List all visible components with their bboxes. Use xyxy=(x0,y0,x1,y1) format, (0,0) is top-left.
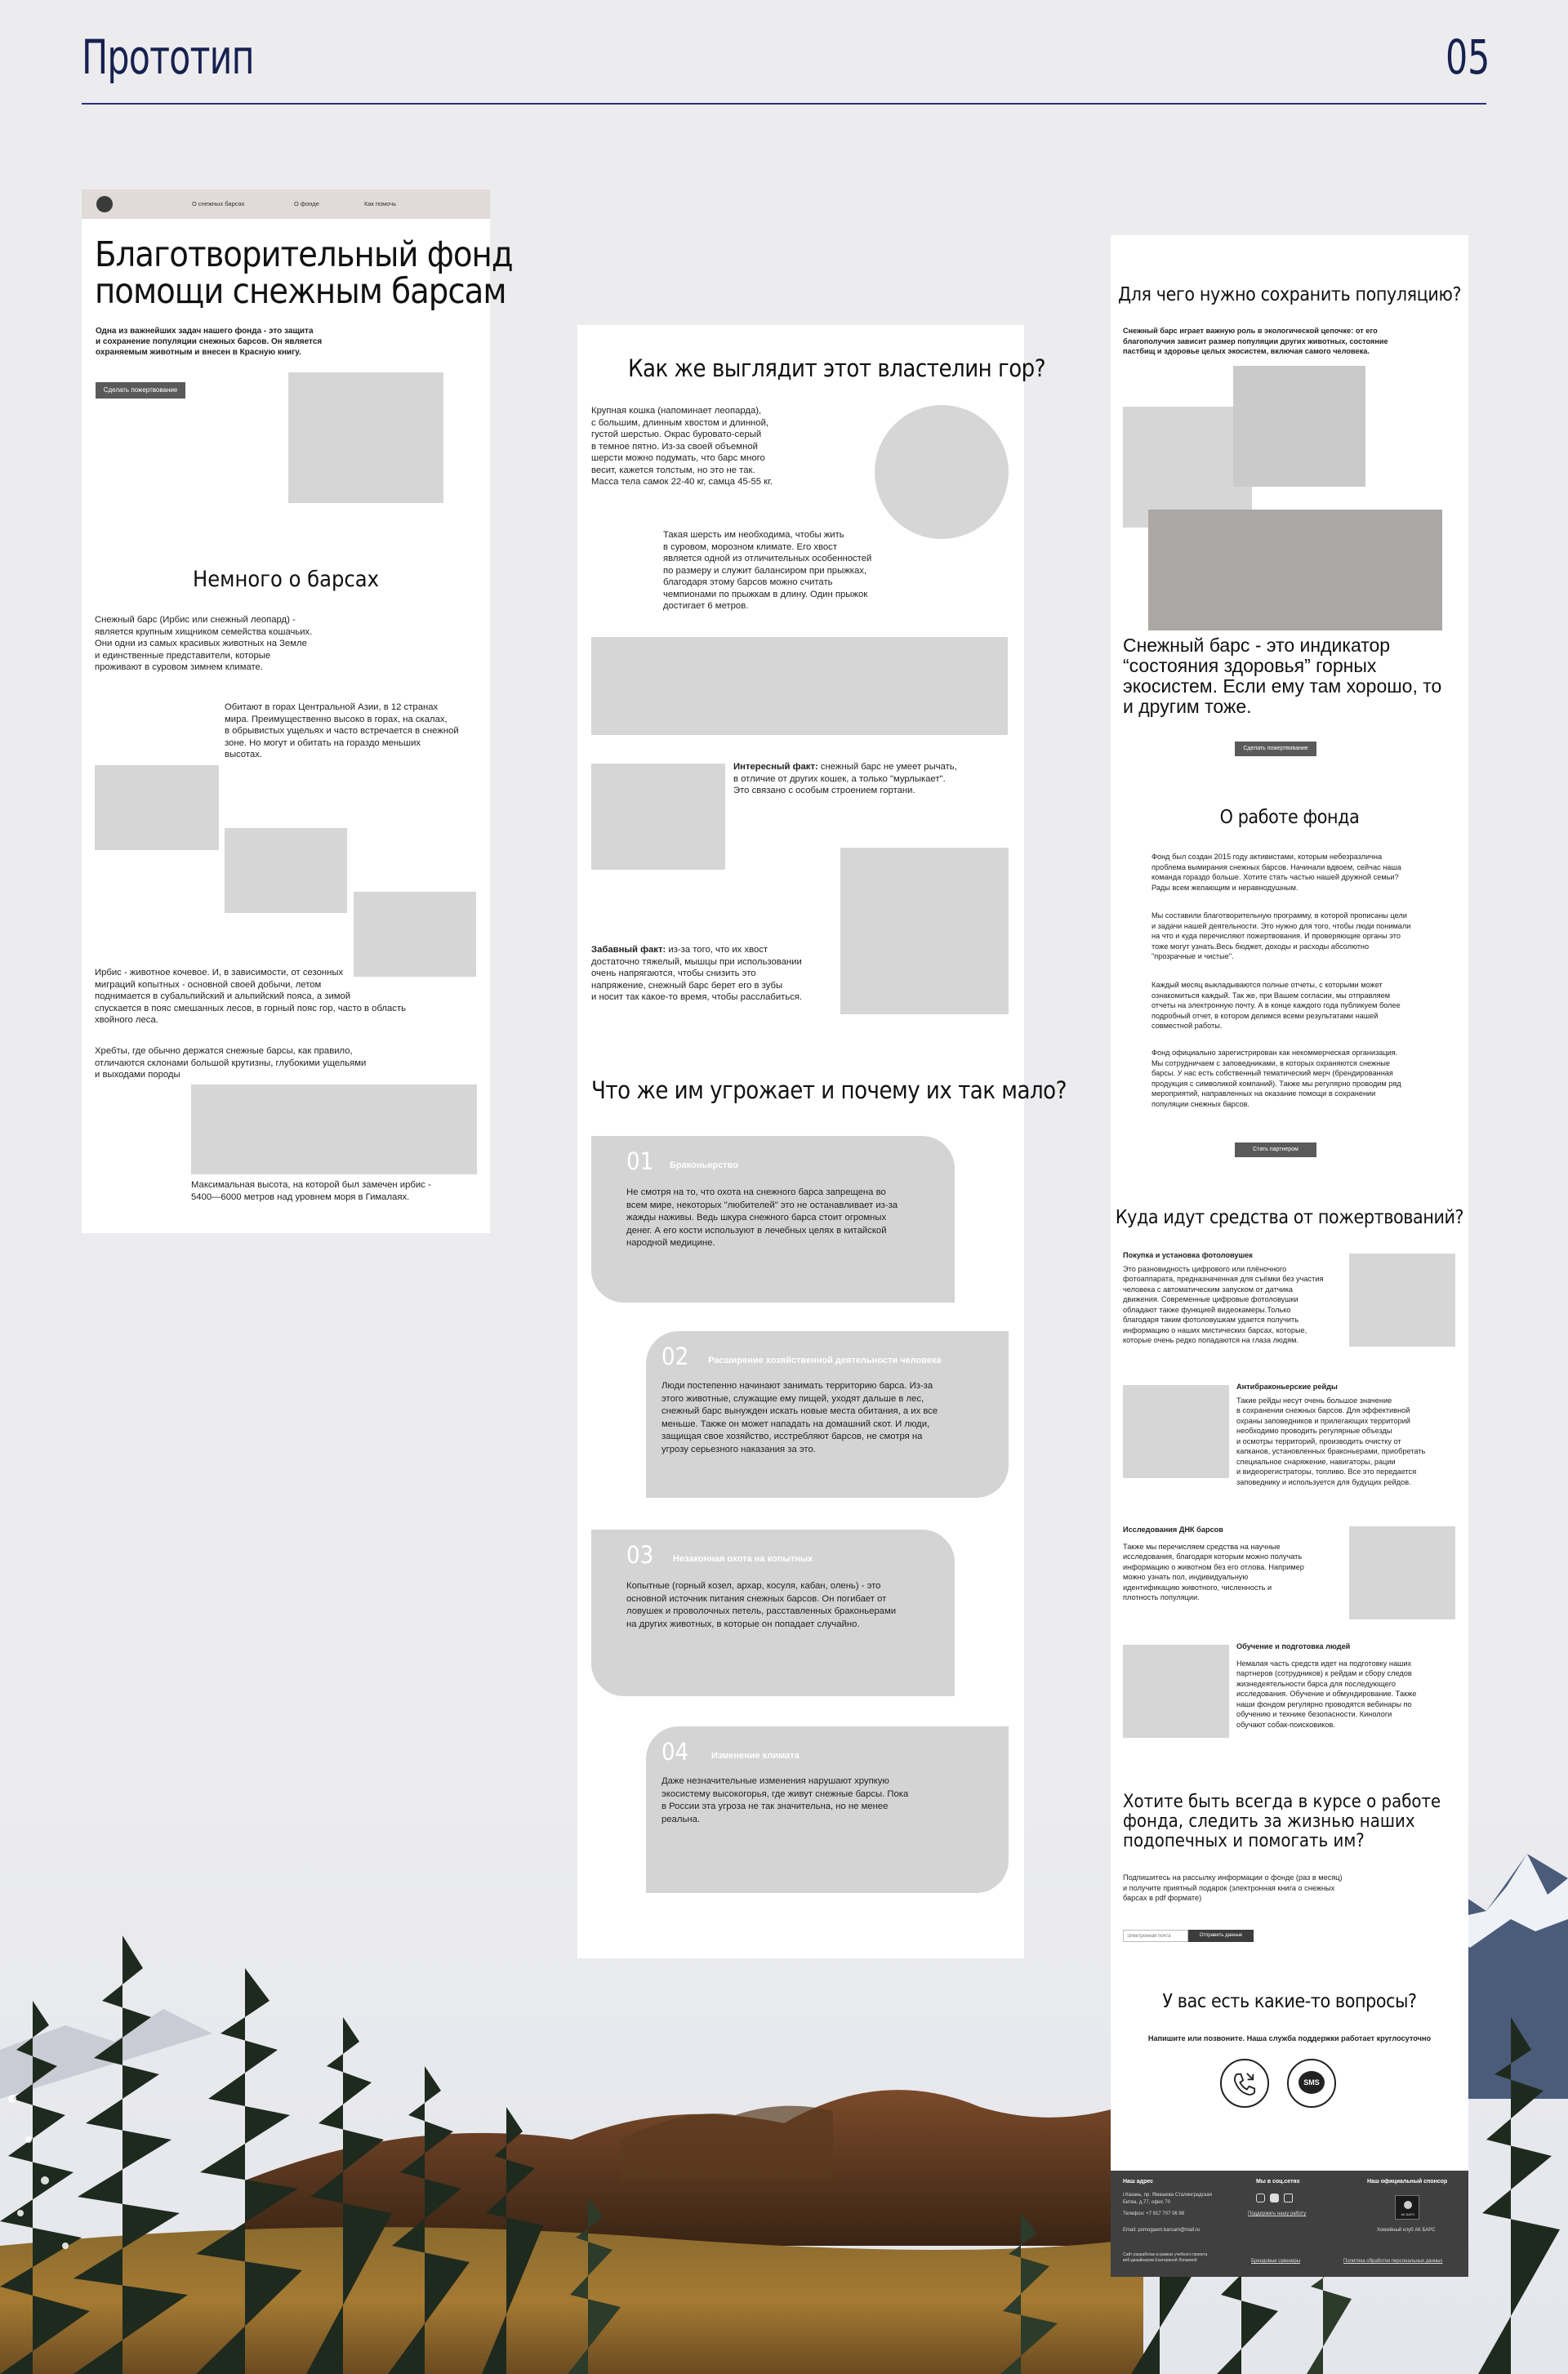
threat-card xyxy=(646,1726,1009,1893)
text-line: Фонд был создан 2015 году активистами, которым небезразлична xyxy=(1152,853,1383,861)
text-line: Хотите быть всегда в курсе о работе xyxy=(1123,1792,1441,1812)
sponsor-caption: Хоккейный клуб АК БАРС xyxy=(1377,2228,1436,2233)
text-line: Даже незначительные изменения нарушают хрупкую xyxy=(662,1776,889,1786)
privacy-policy-link[interactable]: Политика обработки персональных данных xyxy=(1343,2259,1443,2264)
text-line: поднимается в субальпийский и альпийский пояса, а зимой xyxy=(95,991,351,1001)
text-line: в сохранении снежных барсов. Для эффективной xyxy=(1236,1406,1410,1414)
funds-item xyxy=(1123,1250,1323,1346)
threat-card xyxy=(646,1331,1009,1498)
text-line: исследования, благодаря которым можно получать xyxy=(1123,1552,1303,1561)
text-line: 5400—6000 метров над уровнем моря в Гималаях. xyxy=(191,1191,410,1202)
text-line: фотоаппарата, предназначенная для съёмки без участия xyxy=(1123,1275,1324,1283)
text-line: Рады всем желающим и неравнодушным. xyxy=(1152,883,1298,892)
phone-icon xyxy=(1222,2060,1267,2106)
text-line: веб-дизайнером Екатериной Лопаевой xyxy=(1123,2258,1197,2263)
why-image-3 xyxy=(1148,510,1442,630)
mobile-icon[interactable] xyxy=(1284,2194,1293,2203)
text-line: является одной из отличительных особенностей xyxy=(663,554,872,563)
threat-body xyxy=(662,1380,938,1456)
footer-sponsor-title: Наш официальный спонсор xyxy=(1367,2179,1448,2185)
logo-icon[interactable] xyxy=(96,196,113,212)
footer-credit xyxy=(1123,2252,1207,2264)
text-line: меньше. Также он может нападать на домашний скот. И люди, xyxy=(662,1419,930,1429)
text-line: ловушек и проволочных петель, расставленных браконьерами xyxy=(626,1606,897,1616)
text-line: Фонд официально зарегистрирован как некоммерческая организация. xyxy=(1152,1049,1398,1057)
phone-call-icon[interactable] xyxy=(1220,2059,1269,2108)
hero-image-placeholder xyxy=(288,372,443,503)
text-line: команда гораздо больше. Хотите стать частью нашей дружной семьи? xyxy=(1152,873,1399,881)
text-line: в отличие от других кошек, а только "мурлыкает". xyxy=(733,773,946,784)
text-line: и другим тоже. xyxy=(1123,696,1252,717)
funds-title: Куда идут средства от пожертвований? xyxy=(1115,1207,1464,1228)
text-line: популяции снежных барсов. xyxy=(1152,1099,1250,1108)
gallery-image-2 xyxy=(225,828,347,913)
text-line: на других животных, в которые он попадает случайно. xyxy=(626,1619,860,1629)
souvenirs-link[interactable]: Брендовые сувениры xyxy=(1251,2259,1301,2264)
text-line: тоже могут узнать.Весь бюджет, доходы и расходы абсолютно xyxy=(1152,942,1370,951)
vk-icon[interactable] xyxy=(1270,2194,1279,2203)
text-line: продукция с символикой компаний). Также мы регулярно проводим ряд xyxy=(1152,1079,1401,1088)
text-line: подопечных и помогать им? xyxy=(1123,1831,1365,1851)
threat-body xyxy=(626,1187,898,1250)
text-line: партнеров (сотрудников) к рейдам и сбору следов xyxy=(1236,1669,1412,1677)
threat-title: Браконьерство xyxy=(670,1160,738,1170)
donate-button[interactable]: Сделать пожертвование xyxy=(96,382,185,399)
text-line: этого животные, служащие ему пищей, уходят дальше в лес, xyxy=(662,1393,924,1404)
footer-social-title: Мы в соц.сетях xyxy=(1256,2179,1300,2185)
text-line: Такая шерсть им необходима, чтобы жить xyxy=(663,530,844,540)
send-data-button[interactable]: Отправить данные xyxy=(1188,1930,1254,1942)
text-line: информацию о наших мистических барсах, которые, xyxy=(1123,1325,1307,1334)
look-title: Как же выглядит этот властелин гор? xyxy=(628,354,1046,382)
threat-body xyxy=(626,1580,896,1631)
header-divider xyxy=(82,103,1486,105)
text-line: и осмотры территорий, производить очистку от xyxy=(1236,1436,1401,1445)
text-line: спускается в пояс смешанных лесов, в горный пояс гор, часто в область xyxy=(95,1003,407,1013)
text-line: и выходами породы xyxy=(95,1070,180,1080)
text-line: мира. Преимущественно высоко в горах, на скалах, xyxy=(225,714,448,724)
instagram-icon[interactable] xyxy=(1256,2194,1265,2203)
text-line: по размеру и служит балансиром при прыжках, xyxy=(663,565,867,576)
text-line: пастбищ и здоровье целых экосистем, включая самого человека. xyxy=(1123,347,1370,355)
text-line: является крупным хищником семейства кошачьих. xyxy=(95,626,313,637)
text-line: и единственные представители, которые xyxy=(95,650,271,661)
threat-number: 02 xyxy=(662,1343,689,1370)
text-line: жажды наживы. Ведь шкура снежного барса стоит огромных xyxy=(626,1213,887,1223)
text-line: фонда, следить за жизнью наших xyxy=(1123,1811,1415,1832)
text-line: обучению и технике безопасности. Кинологи xyxy=(1236,1710,1392,1718)
about-title: Немного о барсах xyxy=(192,567,380,592)
text-line: проблема вымирания снежных барсов. Начинали вдвоем, сейчас наша xyxy=(1152,862,1401,871)
text-line: Крупная кошка (напоминает леопарда), xyxy=(591,406,762,416)
text-line: идентификацию животного, численность и xyxy=(1123,1583,1272,1592)
why-subtitle xyxy=(1123,326,1388,357)
funds-image-4 xyxy=(1123,1645,1229,1738)
fund-paragraph-1 xyxy=(1152,852,1401,893)
text-line: на что и куда перечисляют пожертвования. И проверяющие органы это xyxy=(1152,932,1401,940)
text-line: плотность популяции. xyxy=(1123,1593,1200,1601)
text-line: барсы. У нас есть собственный тематический мерч (брендированная xyxy=(1152,1069,1393,1077)
funds-item xyxy=(1236,1382,1425,1487)
donate-button[interactable]: Сделать пожертвование xyxy=(1235,742,1316,756)
text-line: наши фондом регулярно проводятся вебинары по xyxy=(1236,1699,1412,1708)
threats-title: Что же им угрожает и почему их так мало? xyxy=(591,1076,1067,1104)
text-line: Люди постепенно начинают занимать территорию барса. Из-за xyxy=(662,1381,933,1391)
text-line: благодаря таким фотоловушкам удается получить xyxy=(1123,1316,1299,1324)
footer-address-title: Наш адрес xyxy=(1123,2179,1154,2185)
threat-number: 01 xyxy=(626,1147,654,1175)
sponsor-logo[interactable] xyxy=(1395,2195,1419,2220)
text-line: Снежный барс играет важную роль в экологической цепочке: от его xyxy=(1123,327,1378,335)
funny-fact xyxy=(591,944,802,1004)
text-line: зоне. Но могут и обитать на гораздо меньших xyxy=(225,737,421,748)
text-line: всем мире, некоторых "любителей" это не останавливает из-за xyxy=(626,1200,898,1210)
fund-title: О работе фонда xyxy=(1219,807,1360,828)
funds-image-3 xyxy=(1349,1526,1455,1619)
support-link[interactable]: Поддержать нашу работу xyxy=(1248,2211,1307,2216)
sms-label: SMS xyxy=(1303,2078,1320,2087)
text-line: в России эта угроза не так значительна, но не менее xyxy=(662,1802,889,1811)
hero-title-line: Благотворительный фонд xyxy=(95,234,513,275)
hero-title-line: помощи снежным барсам xyxy=(95,271,506,312)
sms-icon[interactable] xyxy=(1287,2059,1336,2108)
funds-item xyxy=(1236,1641,1416,1730)
footer-address xyxy=(1123,2192,1212,2207)
about-paragraph-1 xyxy=(95,614,312,674)
text-line: экосистему высокогорья, где живут снежные барсы. Пока xyxy=(662,1788,909,1799)
text-line: жизнедеятельности барса для последующего xyxy=(1236,1679,1396,1688)
wide-image-placeholder xyxy=(591,637,1008,735)
become-partner-button[interactable]: Стать партнером xyxy=(1235,1142,1316,1157)
text-line: обучают собак-поисковиков. xyxy=(1236,1720,1335,1729)
hero-subtitle-line: охраняемым животным и внесен в Красную книгу. xyxy=(96,348,301,357)
text-line: в темное пятно. Из-за своей объемной xyxy=(591,441,758,452)
threat-number: 03 xyxy=(626,1541,654,1569)
text-line: Также мы перечисляем средства на научные xyxy=(1123,1542,1281,1551)
text-line: барсах в pdf формате) xyxy=(1123,1894,1202,1902)
threat-card xyxy=(591,1136,955,1303)
hero-title xyxy=(95,234,513,312)
fund-paragraph-3 xyxy=(1152,980,1401,1031)
footer-email[interactable]: Email: pomogaem.barsam@mail.ru xyxy=(1123,2228,1200,2233)
text-line: достигает 6 метров. xyxy=(663,601,749,611)
text-line: Мы сотрудничаем с заповедниками, в которых охраняются снежные xyxy=(1152,1058,1390,1067)
text-line: напряжение, снежный барс берет его в зубы xyxy=(591,980,783,991)
threat-card xyxy=(591,1530,955,1696)
text-line: Мы составили благотворительную программу, в которой прописаны цели xyxy=(1152,911,1407,920)
indicator-statement xyxy=(1123,635,1441,717)
text-line: благодаря этому барсов можно считать xyxy=(663,577,833,587)
interesting-fact xyxy=(733,761,957,797)
text-line: заповеднику и используется для будущих рейдов. xyxy=(1236,1477,1411,1486)
text-line: и носит так какое-то время, чтобы расслабиться. xyxy=(591,992,803,1002)
threat-number: 04 xyxy=(662,1738,689,1766)
about-paragraph-3 xyxy=(95,967,406,1027)
text-line: из-за того, что их хвост xyxy=(666,945,768,955)
fact-image-1 xyxy=(591,764,725,870)
hero-subtitle-line: и сохранение популяции снежных барсов. Он является xyxy=(96,337,323,346)
top-nav xyxy=(82,189,490,219)
newsletter-title xyxy=(1123,1793,1441,1851)
funds-image-1 xyxy=(1349,1254,1455,1347)
text-line: народной медицине. xyxy=(626,1238,715,1248)
text-line: “состояния здоровья” горных xyxy=(1123,655,1377,676)
mountains-image-placeholder xyxy=(191,1085,477,1174)
fact-label: Интересный факт: xyxy=(733,762,818,772)
landing-page-panel-2 xyxy=(577,325,1067,1958)
text-line: совместной работы. xyxy=(1152,1022,1223,1030)
text-line: Обитают в горах Центральной Азии, в 12 странах xyxy=(225,702,439,712)
nav-item-about-leopards[interactable]: О снежных барсах xyxy=(192,200,245,207)
text-line: которые очень редко попадаются на глаза людям. xyxy=(1123,1336,1298,1344)
text-line: г.Казань, пр. Ямашева Сталинградская xyxy=(1123,2193,1212,2198)
funds-item xyxy=(1123,1525,1304,1603)
text-line: отличаются склонами большой крутизны, глубокими ущельями xyxy=(95,1058,367,1068)
about-paragraph-4 xyxy=(95,1045,366,1081)
text-line: Каждый месяц выкладываются полные отчеты, с которыми может xyxy=(1152,981,1383,989)
text-line: Немалая часть средств идет на подготовку наших xyxy=(1236,1659,1412,1668)
text-line: хвойного леса. xyxy=(95,1015,158,1025)
about-paragraph-2 xyxy=(225,702,459,761)
text-line: "прозрачные и чистые". xyxy=(1152,952,1234,960)
text-line: снежный барс не умеет рычать, xyxy=(817,762,957,772)
text-line: реальна. xyxy=(662,1814,700,1824)
threat-title: Изменение климата xyxy=(711,1751,800,1761)
text-line: охраны заповедников и прилегающих территорий xyxy=(1236,1416,1410,1425)
text-line: очень напрягаются, чтобы снизить это xyxy=(591,969,756,978)
text-line: высотах. xyxy=(225,750,263,759)
text-line: достаточно тяжелый, мышцы при использовании xyxy=(591,956,802,967)
text-line: и получите приятный подарок (электронная книга о снежных xyxy=(1123,1883,1335,1892)
text-line: Подпишитесь на рассылку информации о фонде (раз в месяц) xyxy=(1123,1873,1343,1882)
about-paragraph-5 xyxy=(191,1179,431,1203)
gallery-image-3 xyxy=(354,892,476,977)
funds-image-2 xyxy=(1123,1385,1229,1478)
email-input[interactable] xyxy=(1123,1930,1188,1942)
threat-title: Незаконная охота на копытных xyxy=(673,1554,813,1564)
footer-phone[interactable]: Телефон: +7 917 707 06 98 xyxy=(1123,2211,1185,2216)
text-line: Хребты, где обычно держатся снежные барсы, как правило, xyxy=(95,1046,353,1056)
text-line: капканов, установленных браконьерами, приобретать xyxy=(1236,1447,1426,1455)
sponsor-logo-icon xyxy=(1404,2201,1412,2209)
text-line: Это связано с особым строением гортани. xyxy=(733,786,915,795)
text-line: с большим, длинным хвостом и длинной, xyxy=(591,417,769,428)
sponsor-logo-text: АК БАРС xyxy=(1401,2212,1415,2216)
text-line: и задачи нашей деятельности. Это нужно для того, чтобы люди понимали xyxy=(1152,921,1411,930)
text-line: необходимо проводить регулярные объезды xyxy=(1236,1427,1392,1435)
text-line: Такие рейды несут очень большое значение xyxy=(1236,1396,1392,1405)
text-line: Это разновидность цифрового или плёночного xyxy=(1123,1264,1287,1273)
text-line: можно узнать пол, индивидуальную xyxy=(1123,1573,1249,1581)
questions-subtitle: Напишите или позвоните. Наша служба поддержки работает круглосуточно xyxy=(1147,2034,1432,2042)
text-line: угрозу серьезного наказания за это. xyxy=(662,1444,816,1454)
text-line: основной источник питания снежных барсов. Он погибает от xyxy=(626,1593,887,1604)
text-line: обладают также функцией видеокамеры.Только xyxy=(1123,1305,1291,1314)
text-line: исследования. Обучение и обмундирование. Также xyxy=(1236,1690,1417,1698)
text-line: Копытные (горный козел, архар, косуля, кабан, олень) - это xyxy=(626,1581,881,1591)
threat-title: Расширение хозяйственной деятельности человека xyxy=(708,1356,942,1365)
gallery-image-1 xyxy=(95,765,219,850)
text-line: Максимальная высота, на которой был замечен ирбис - xyxy=(191,1180,431,1190)
text-line: проживают в суровом зимнем климате. xyxy=(95,662,263,672)
newsletter-subtitle xyxy=(1123,1873,1343,1904)
questions-title: У вас есть какие-то вопросы? xyxy=(1162,1991,1417,2012)
why-image-2 xyxy=(1233,366,1365,487)
funds-item-title: Антибраконьерские рейды xyxy=(1236,1383,1338,1391)
look-paragraph-2 xyxy=(663,529,871,612)
text-line: Они одни из самых красивых животных на Земле xyxy=(95,639,307,648)
text-line: Масса тела самок 22-40 кг, самца 45-55 кг. xyxy=(591,477,773,487)
text-line: Ирбис - животное кочевое. И, в зависимости, от сезонных xyxy=(95,968,344,978)
text-line: и видеорегистраторы, топливо. Все это передается xyxy=(1236,1468,1417,1476)
nav-item-how-to-help[interactable]: Как помочь xyxy=(364,200,397,207)
page-number: 05 xyxy=(1445,29,1490,85)
funds-item-title: Покупка и установка фотоловушек xyxy=(1123,1251,1253,1259)
text-line: мероприятий, направленных на оказание помощи в сохранении xyxy=(1152,1089,1376,1098)
fact-label: Забавный факт: xyxy=(591,945,666,955)
why-title: Для чего нужно сохранить популяцию? xyxy=(1117,284,1462,305)
text-line: в суровом, морозном климате. Его хвост xyxy=(663,541,838,552)
text-line: Не смотря на то, что охота на снежного барса запрещена во xyxy=(626,1187,886,1197)
fact-image-2 xyxy=(840,848,1009,1014)
text-line: человека с автоматическим запуском от датчика xyxy=(1123,1285,1294,1294)
nav-item-about-fund[interactable]: О фонде xyxy=(294,200,319,207)
text-line: ознакомиться каждый. Так же, при Вашем согласии, мы отправляем xyxy=(1152,991,1391,1000)
text-line: шерсти можно подумать, что барс много xyxy=(591,453,765,463)
text-line: отчеты на электронную почту. А в конце каждого года публикуем более xyxy=(1152,1001,1401,1009)
look-paragraph-1 xyxy=(591,405,773,488)
fund-paragraph-4 xyxy=(1152,1048,1401,1109)
footer xyxy=(1111,2171,1468,2277)
hero-subtitle xyxy=(96,326,322,358)
hero-subtitle-line: Одна из важнейших задач нашего фонда - это защита xyxy=(96,327,314,336)
text-line: Сайт разработан в рамках учебного проекта xyxy=(1123,2252,1208,2257)
text-line: защищая свое хозяйство, исстребляют барсов, не смотря на xyxy=(662,1432,923,1441)
text-line: густой шерстью. Окрас буровато-серый xyxy=(591,430,762,439)
funds-item-title: Исследования ДНК барсов xyxy=(1123,1526,1223,1534)
landing-page-panel-3 xyxy=(1111,235,1468,2277)
text-line: Снежный барс - это индикатор xyxy=(1123,635,1391,656)
text-line: в обрывистых ущельях и часто встречается в снежной xyxy=(225,726,459,736)
landing-page-panel-1 xyxy=(82,189,513,1233)
funds-item-title: Обучение и подготовка людей xyxy=(1236,1642,1351,1650)
text-line: Битва, д.77, офис 70 xyxy=(1123,2200,1170,2205)
text-line: подробный отчет, в котором делимся всеми результатами нашей xyxy=(1152,1011,1379,1020)
text-line: чемпионами по прыжкам в длину. Один прыжок xyxy=(663,589,868,599)
text-line: весит, кажется толстым, но это не так. xyxy=(591,465,755,475)
leopard-circle-image xyxy=(875,405,1009,539)
text-line: благополучия зависит размер популяции других животных, состояние xyxy=(1123,336,1388,345)
text-line: Снежный барс (Ирбис или снежный леопард) - xyxy=(95,615,296,625)
text-line: миграций копытных - основной своей добычи, летом xyxy=(95,979,322,990)
text-line: экосистем. Если ему там хорошо, то xyxy=(1123,675,1442,697)
threat-body xyxy=(662,1775,908,1826)
page-title: Прототип xyxy=(82,29,254,85)
text-line: снежный барс вынужден искать новые места обитания, а их все xyxy=(662,1406,938,1416)
text-line: информацию о животном без его отлова. Например xyxy=(1123,1562,1304,1571)
text-line: специальное снаряжение, навигаторы, рации xyxy=(1236,1457,1396,1466)
fund-paragraph-2 xyxy=(1152,911,1410,962)
text-line: движения. Современные цифровые фотоловушки xyxy=(1123,1295,1298,1303)
text-line: денег. А его кости используют в лечебных целях в китайской xyxy=(626,1225,887,1236)
